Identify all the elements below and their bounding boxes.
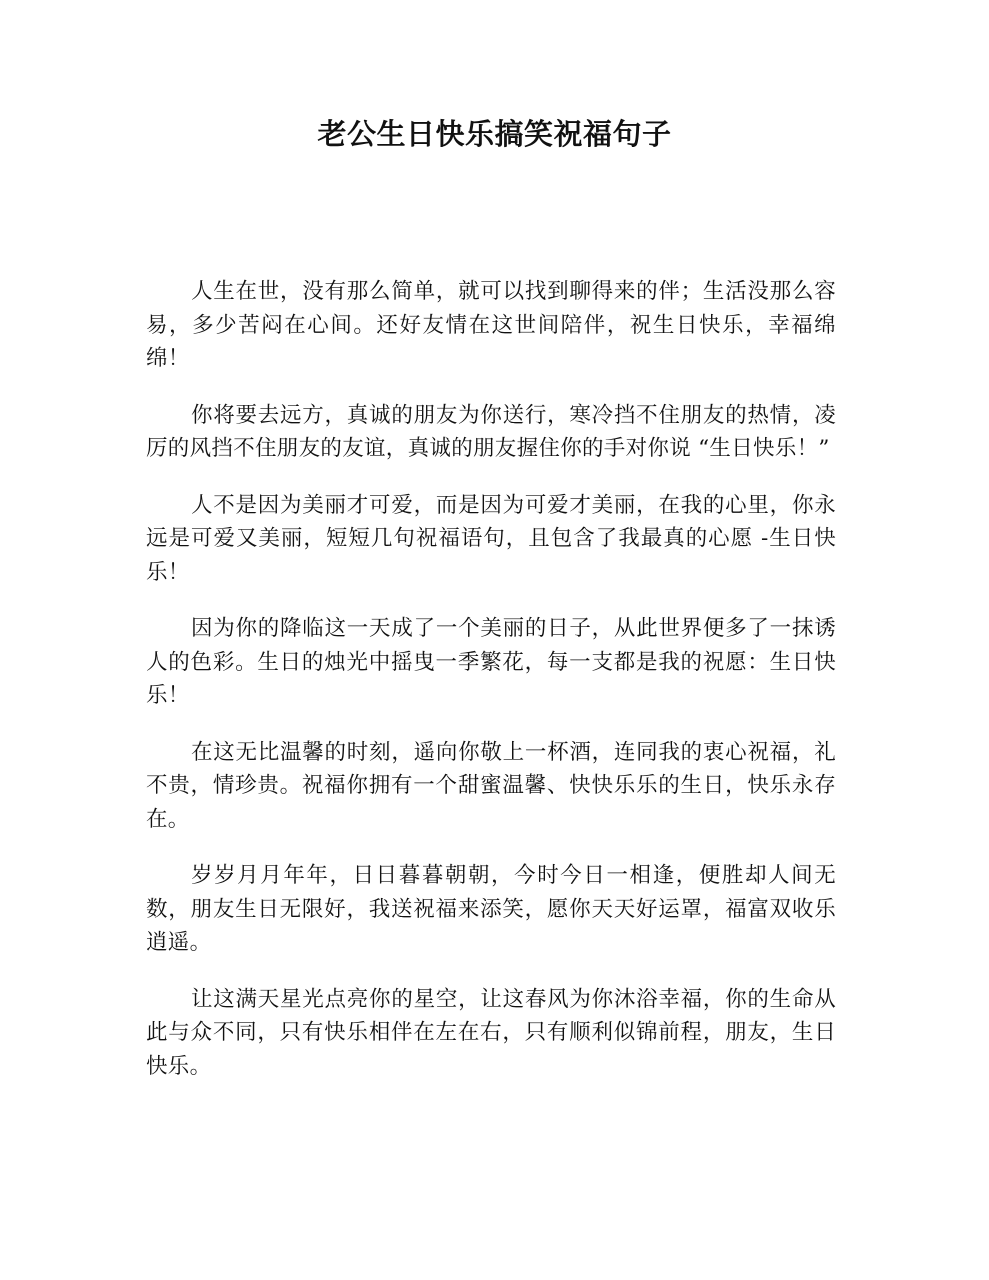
paragraph-2: 你将要去远方，真诚的朋友为你送行，寒冷挡不住朋友的热情，凌厉的风挡不住朋友的友谊，真诚的朋友握住你的手对你说 “生日快乐！” [146,402,836,461]
paragraph-6: 岁岁月月年年，日日暮暮朝朝，今时今日一相逢，便胜却人间无数，朋友生日无限好，我送祝福来添笑，愿你天天好运罩，福富双收乐逍遥。 [146,863,836,955]
paragraph-1: 人生在世，没有那么简单，就可以找到聊得来的伴；生活没那么容易，多少苦闷在心间。还好友情在这世间陪伴，祝生日快乐，幸福绵绵！ [146,279,836,371]
paragraph-4: 因为你的降临这一天成了一个美丽的日子，从此世界便多了一抹诱人的色彩。生日的烛光中摇曳一季繁花，每一支都是我的祝愿：生日快乐！ [146,616,836,708]
paragraph-7: 让这满天星光点亮你的星空，让这春风为你沐浴幸福，你的生命从此与众不同，只有快乐相伴在左在右，只有顺利似锦前程，朋友，生日快乐。 [146,986,836,1079]
document-title: 老公生日快乐搞笑祝福句子 [317,117,672,151]
paragraph-3: 人不是因为美丽才可爱，而是因为可爱才美丽，在我的心里，你永远是可爱又美丽，短短几句祝福语句，且包含了我最真的心愿 -生日快乐！ [146,492,836,585]
document-body [146,275,836,1106]
paragraph-5: 在这无比温馨的时刻，遥向你敬上一杯酒，连同我的衷心祝福，礼不贵，情珍贵。祝福你拥有一个甜蜜温馨、快快乐乐的生日，快乐永存在。 [146,739,836,832]
